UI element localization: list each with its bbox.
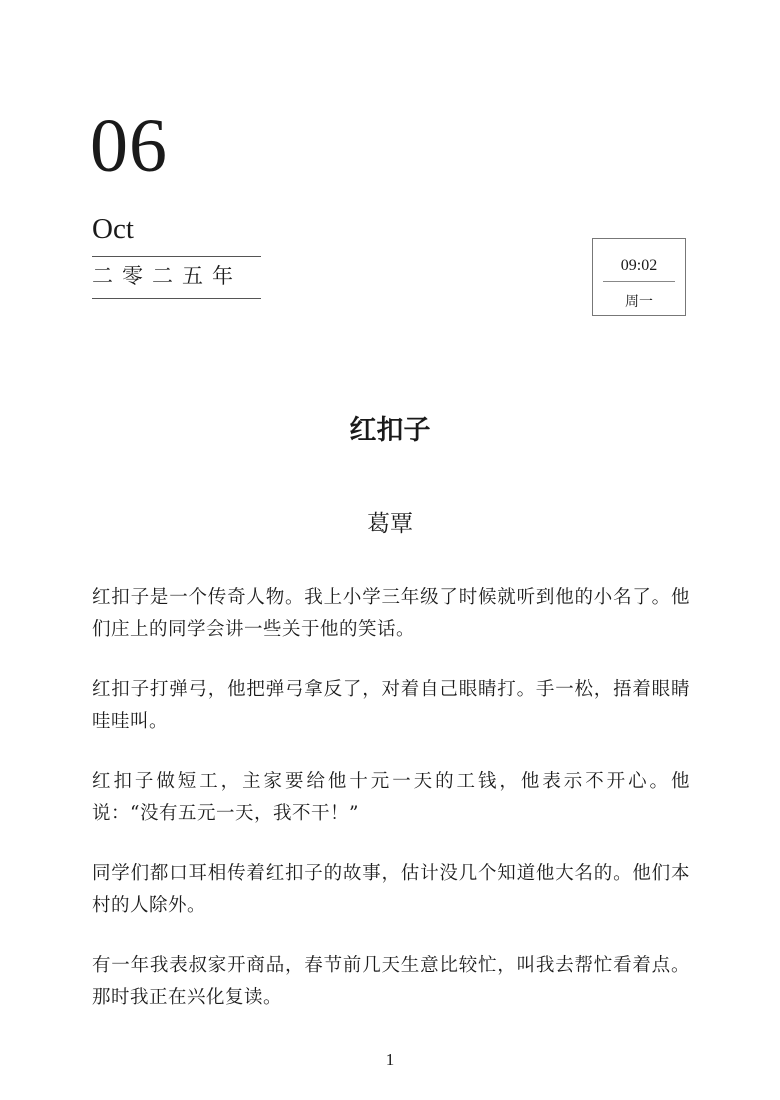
article-title: 红扣子 [349,415,431,446]
date-year: 二零二五年 [92,264,242,288]
paragraph: 同学们都口耳相传着红扣子的故事，估计没几个知道他大名的。他们本村的人除外。 [92,863,690,916]
time-label: 09:02 [620,257,658,274]
divider-bottom [92,298,261,299]
article-body [92,582,690,1042]
article-author: 葛覃 [367,511,413,537]
weekday-label: 周一 [625,294,653,310]
paragraph: 红扣子打弹弓，他把弹弓拿反了，对着自己眼睛打。手一松，捂着眼睛哇哇叫。 [92,679,690,732]
divider-top [92,256,261,257]
date-month: Oct [92,213,134,245]
paragraph: 有一年我表叔家开商品，春节前几天生意比较忙，叫我去帮忙看着点。那时我正在兴化复读。 [92,955,690,1008]
time-divider [603,281,675,282]
paragraph: 红扣子是一个传奇人物。我上小学三年级了时候就听到他的小名了。他们庄上的同学会讲一些关于他的笑话。 [92,587,690,640]
time-box [592,238,686,316]
paragraph: 红扣子做短工，主家要给他十元一天的工钱，他表示不开心。他说：“没有五元一天，我不干！” [92,771,690,824]
date-day: 06 [90,104,168,188]
page-number: 1 [385,1050,395,1069]
